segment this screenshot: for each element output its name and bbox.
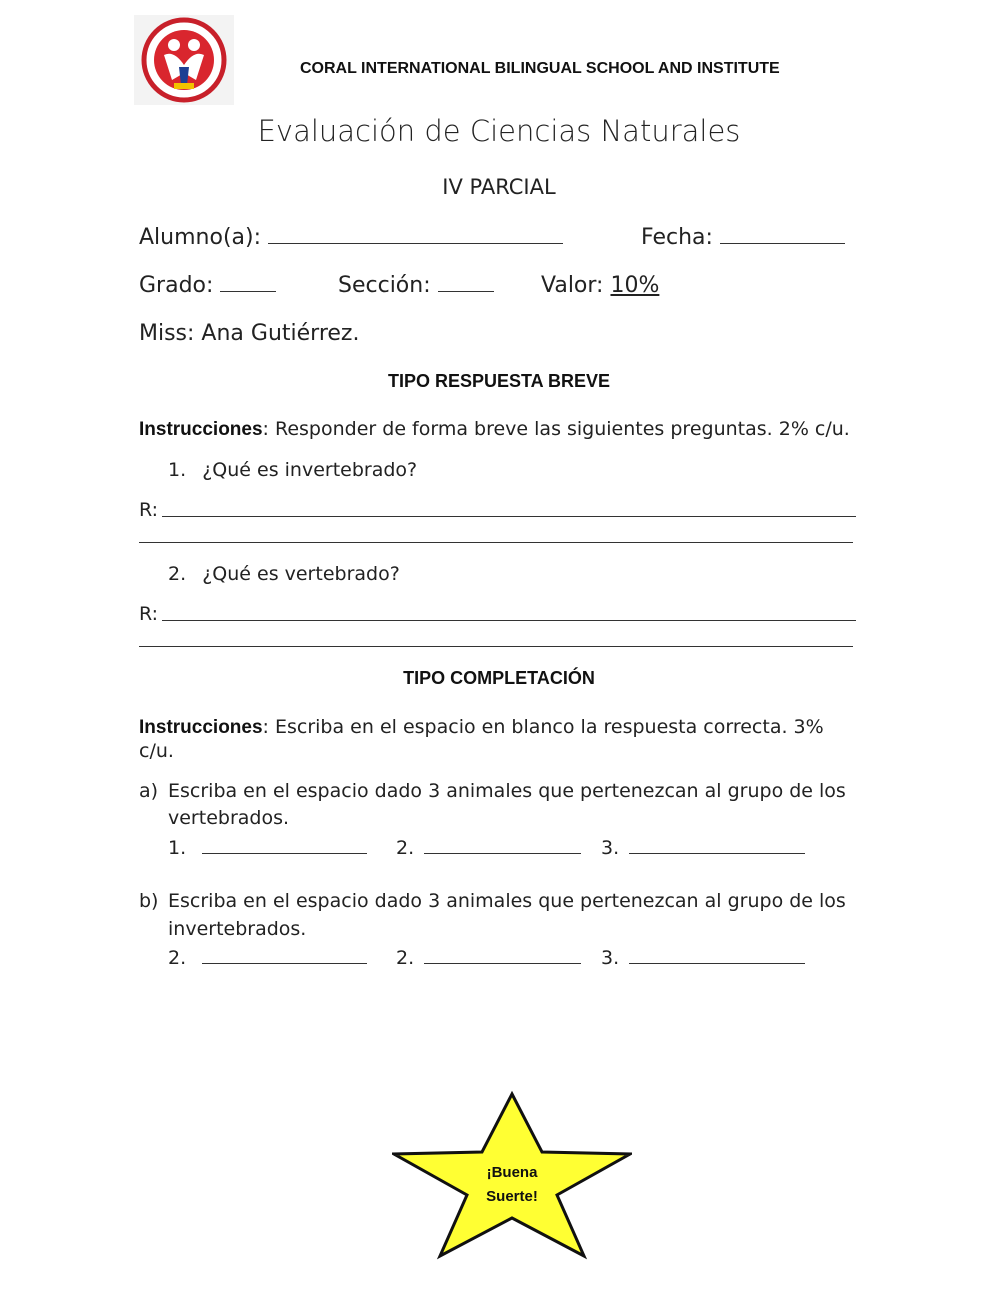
question-2-text: ¿Qué es vertebrado?: [202, 563, 400, 585]
item-b-blank-2-num: 2.: [396, 947, 415, 969]
section2-heading: TIPO COMPLETACIÓN: [403, 668, 595, 688]
item-b-blank-2[interactable]: [396, 945, 581, 969]
item-b-text: Escriba en el espacio dado 3 animales que pertenezcan al grupo de los: [168, 890, 846, 912]
school-name: CORAL INTERNATIONAL BILINGUAL SCHOOL AND INSTITUTE: [300, 60, 780, 77]
item-b-letter: b): [139, 890, 159, 912]
section2-instructions: [139, 716, 824, 739]
teacher-name: Miss: Ana Gutiérrez.: [139, 321, 360, 346]
answer-1-line-1[interactable]: [162, 516, 856, 517]
grade-field[interactable]: [139, 273, 276, 298]
student-blank[interactable]: [268, 225, 563, 244]
item-a-blank-2-num: 2.: [396, 837, 415, 859]
question-2: [168, 563, 400, 585]
value-label: Valor:: [541, 273, 604, 298]
school-logo-graphic: [134, 15, 234, 105]
item-a-blank-1[interactable]: [168, 835, 367, 859]
star-text-line-1: ¡Buena: [486, 1164, 538, 1181]
question-1-text: ¿Qué es invertebrado?: [202, 459, 418, 481]
question-1: [168, 459, 417, 481]
page-title: Evaluación de Ciencias Naturales: [257, 114, 741, 148]
page-subtitle: IV PARCIAL: [442, 175, 556, 199]
item-b-blank-1-line[interactable]: [202, 945, 367, 964]
answer-1-line-2[interactable]: [139, 542, 853, 543]
answer-2-line-1[interactable]: [162, 620, 856, 621]
date-field[interactable]: [641, 225, 845, 250]
answer-1-label: R:: [139, 499, 159, 521]
item-a-text-cont: vertebrados.: [168, 807, 290, 829]
item-a-blank-3-line[interactable]: [629, 835, 805, 854]
item-a-blank-1-num: 1.: [168, 837, 187, 859]
question-1-num: 1.: [168, 459, 187, 481]
section1-instr-text: : Responder de forma breve las siguientes preguntas. 2% c/u.: [262, 418, 850, 440]
item-a-blank-3[interactable]: [601, 835, 805, 859]
value-field: [541, 273, 659, 298]
item-b-blank-2-line[interactable]: [424, 945, 581, 964]
value-amount: 10%: [610, 273, 660, 298]
item-a-text: Escriba en el espacio dado 3 animales que pertenezcan al grupo de los: [168, 780, 846, 802]
section1-heading: TIPO RESPUESTA BREVE: [387, 371, 611, 391]
item-b-blank-1[interactable]: [168, 945, 367, 969]
item-a-letter: a): [139, 780, 159, 802]
section-blank[interactable]: [438, 273, 494, 292]
section2-instr-text: : Escriba en el espacio en blanco la respuesta correcta. 3%: [262, 716, 824, 738]
item-a-blank-3-num: 3.: [601, 837, 620, 859]
item-b-blank-3[interactable]: [601, 945, 805, 969]
item-b-blank-3-num: 3.: [601, 947, 620, 969]
section2-instr-cont: c/u.: [139, 740, 174, 762]
section1-instructions: [139, 418, 850, 441]
item-a-blank-2-line[interactable]: [424, 835, 581, 854]
date-label: Fecha:: [641, 225, 713, 250]
answer-2-label: R:: [139, 603, 159, 625]
item-b-blank-1-num: 2.: [168, 947, 187, 969]
section-label: Sección:: [338, 273, 431, 298]
question-2-num: 2.: [168, 563, 187, 585]
item-a-blank-1-line[interactable]: [202, 835, 367, 854]
grade-label: Grado:: [139, 273, 214, 298]
student-label: Alumno(a):: [139, 225, 261, 250]
section1-instr-label: Instrucciones: [139, 419, 263, 440]
school-logo: [134, 15, 234, 105]
item-b-blank-3-line[interactable]: [629, 945, 805, 964]
section2-instr-label: Instrucciones: [139, 717, 263, 738]
section-field[interactable]: [338, 273, 494, 298]
good-luck-star: [392, 1090, 632, 1260]
item-a-blank-2[interactable]: [396, 835, 581, 859]
star-text-line-2: Suerte!: [486, 1188, 538, 1205]
date-blank[interactable]: [720, 225, 845, 244]
answer-2-line-2[interactable]: [139, 646, 853, 647]
student-field[interactable]: [139, 225, 563, 250]
item-b-text-cont: invertebrados.: [168, 918, 307, 940]
grade-blank[interactable]: [220, 273, 276, 292]
